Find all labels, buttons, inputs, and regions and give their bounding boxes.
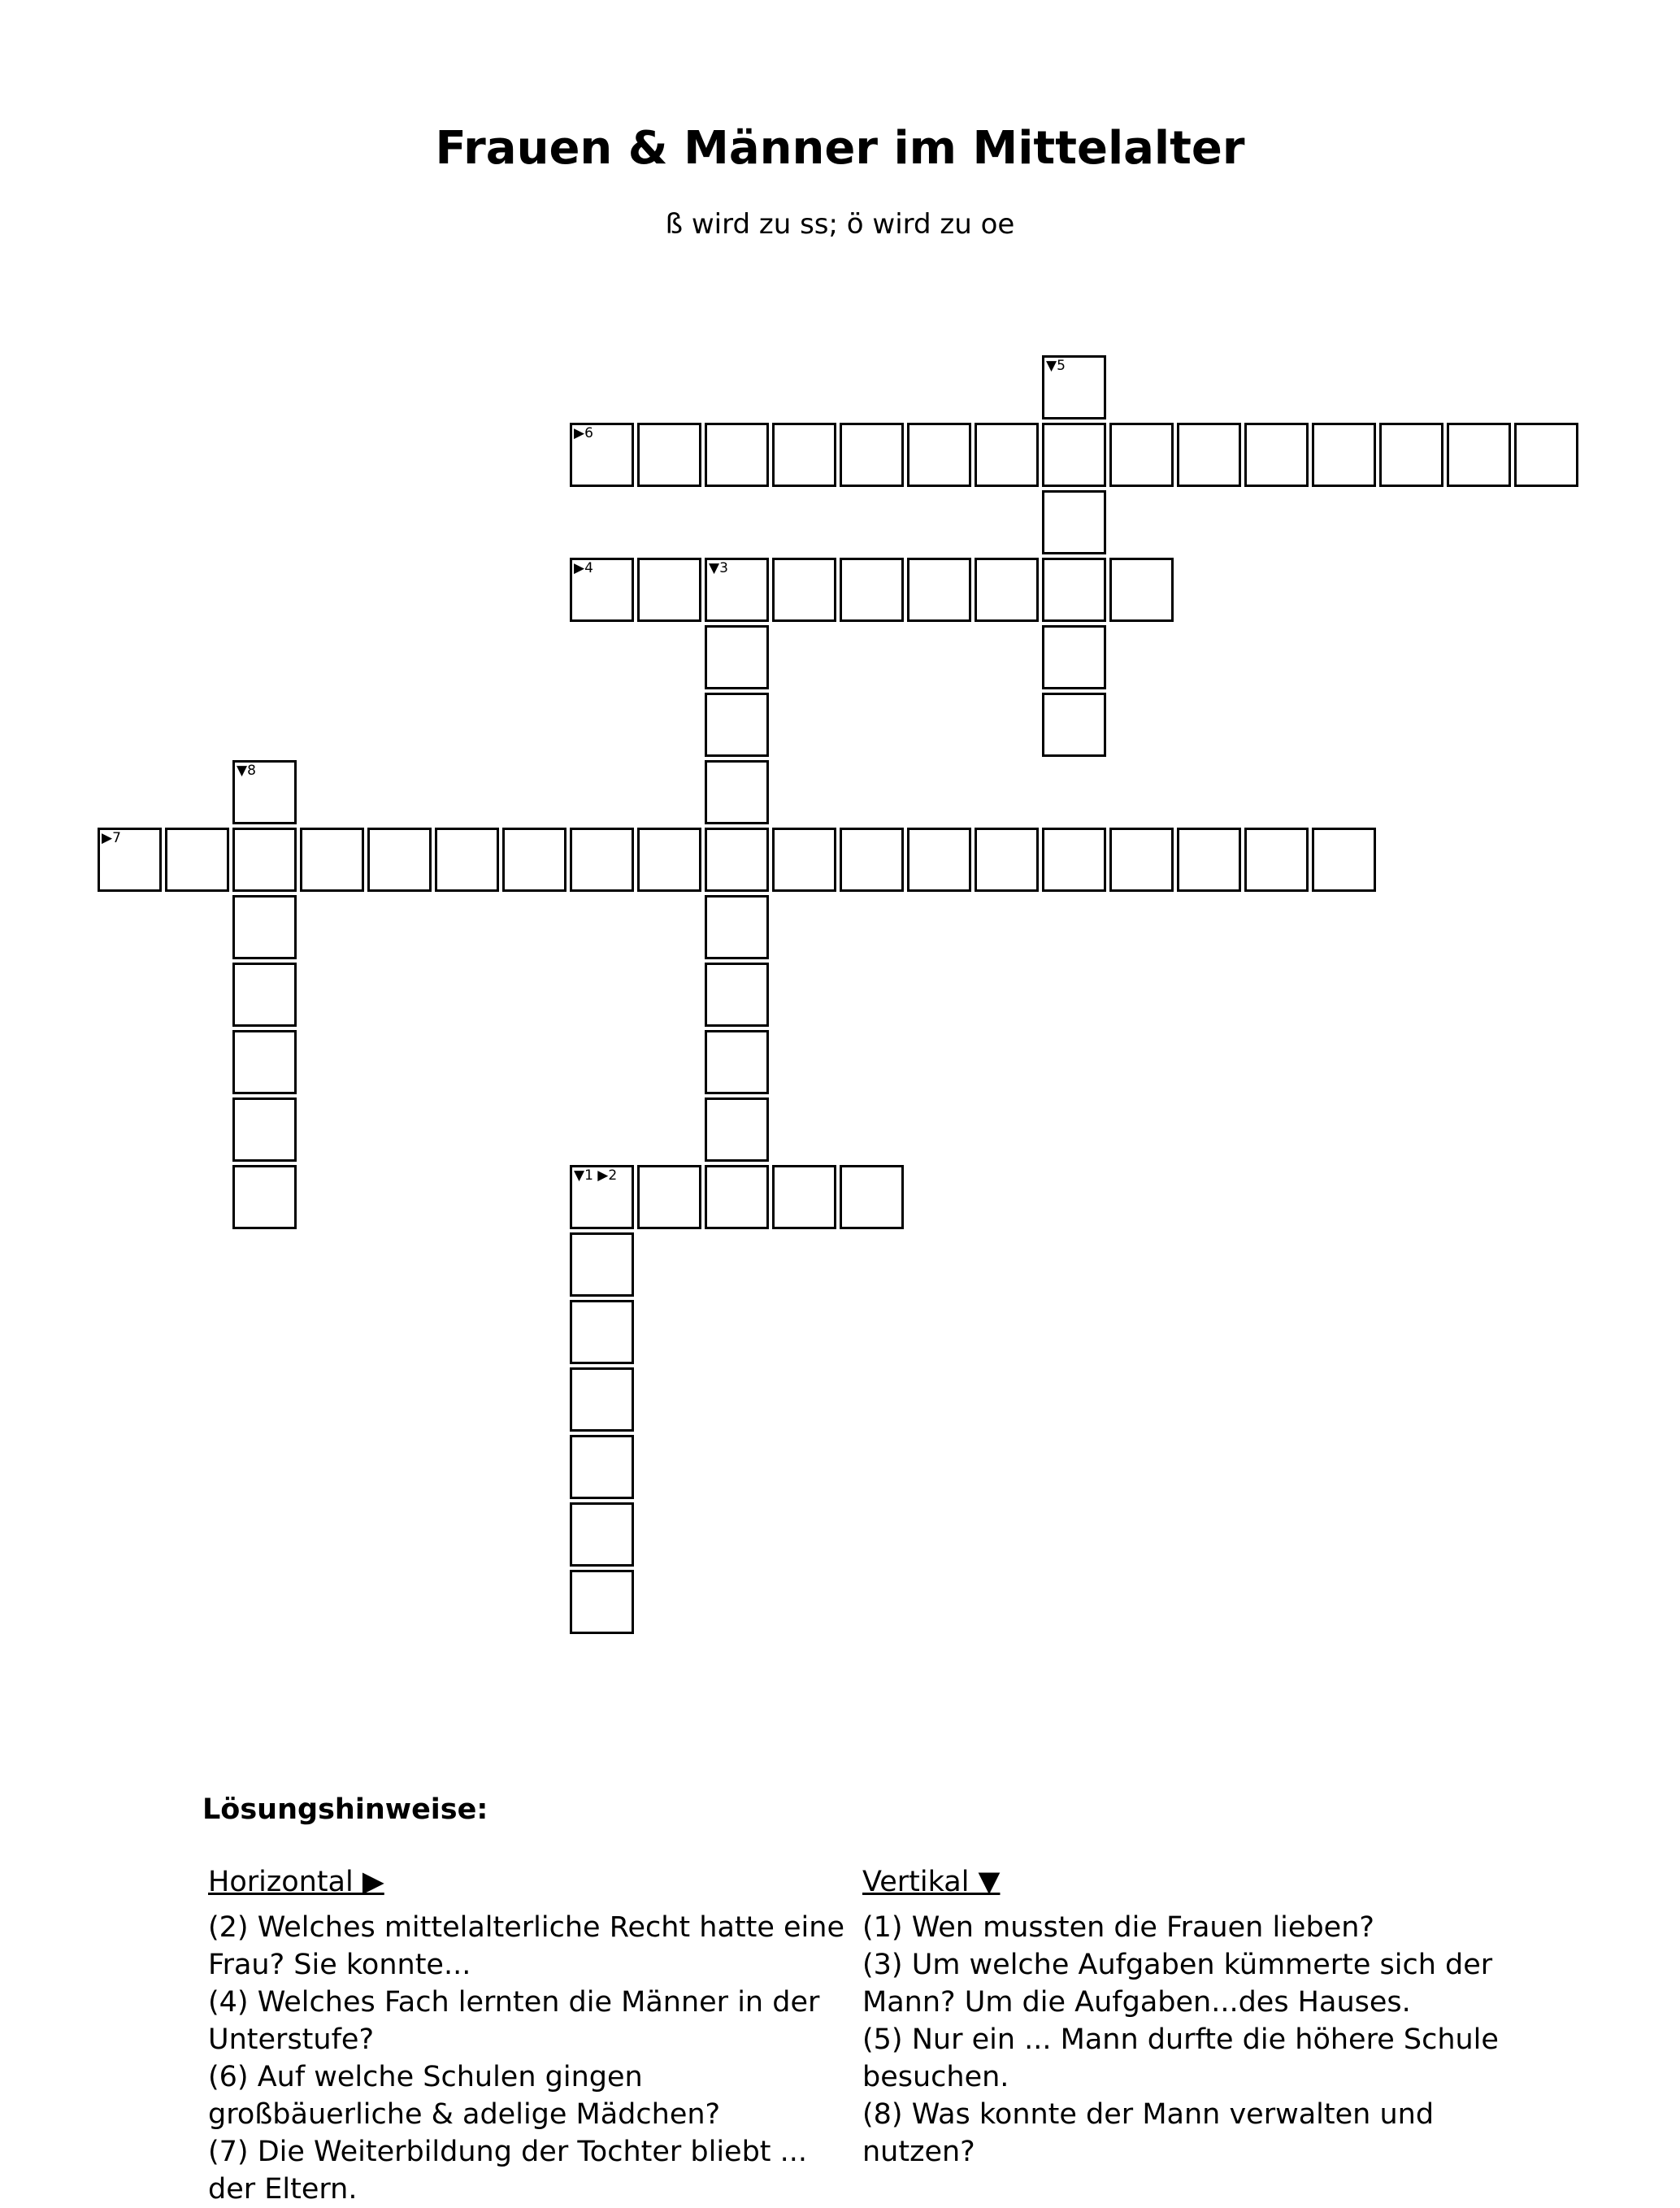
crossword-cell[interactable] bbox=[570, 558, 634, 622]
crossword-cell[interactable] bbox=[907, 828, 971, 892]
crossword-cell[interactable] bbox=[1514, 423, 1578, 487]
crossword-cell[interactable] bbox=[705, 423, 769, 487]
clue-horizontal-2: (2) Welches mittelalterliche Recht hatte eine Frau? Sie konnte... bbox=[208, 1911, 844, 1981]
crossword-cell[interactable] bbox=[1244, 423, 1309, 487]
clue-vertical-3: (3) Um welche Aufgaben kümmerte sich der Mann? Um die Aufgaben...des Hauses. bbox=[862, 1949, 1493, 2019]
crossword-cell[interactable] bbox=[705, 963, 769, 1027]
cell-number: ▶6 bbox=[574, 425, 593, 441]
crossword-cell[interactable] bbox=[570, 1502, 634, 1567]
crossword-cell[interactable] bbox=[705, 625, 769, 689]
crossword-cell[interactable] bbox=[570, 1300, 634, 1364]
crossword-cell[interactable] bbox=[570, 1570, 634, 1634]
crossword-cell[interactable] bbox=[1109, 828, 1174, 892]
crossword-cell[interactable] bbox=[1042, 355, 1106, 419]
crossword-cell[interactable] bbox=[1312, 828, 1376, 892]
clue-vertical-1: (1) Wen mussten die Frauen lieben? bbox=[862, 1911, 1374, 1944]
crossword-cell[interactable] bbox=[232, 895, 297, 959]
crossword-cell[interactable] bbox=[705, 828, 769, 892]
crossword-cell[interactable] bbox=[435, 828, 499, 892]
crossword-cell[interactable] bbox=[1379, 423, 1443, 487]
crossword-cell[interactable] bbox=[840, 558, 904, 622]
crossword-cell[interactable] bbox=[232, 828, 297, 892]
crossword-cell[interactable] bbox=[570, 828, 634, 892]
cell-number: ▶7 bbox=[102, 830, 121, 846]
crossword-cell[interactable] bbox=[705, 1165, 769, 1229]
horizontal-clues bbox=[208, 1863, 850, 2208]
crossword-cell[interactable] bbox=[637, 558, 701, 622]
crossword-cell[interactable] bbox=[98, 828, 162, 892]
crossword-cell[interactable] bbox=[1042, 693, 1106, 757]
crossword-cell[interactable] bbox=[705, 760, 769, 824]
crossword-cell[interactable] bbox=[772, 828, 836, 892]
crossword-cell[interactable] bbox=[907, 423, 971, 487]
clue-vertical-8: (8) Was konnte der Mann verwalten und nutzen? bbox=[862, 2098, 1435, 2168]
clue-vertical-5: (5) Nur ein ... Mann durfte die höhere Schule besuchen. bbox=[862, 2023, 1499, 2093]
crossword-cell[interactable] bbox=[840, 1165, 904, 1229]
crossword-cell[interactable] bbox=[840, 423, 904, 487]
crossword-cell[interactable] bbox=[232, 760, 297, 824]
vertical-clues bbox=[862, 1863, 1504, 2171]
crossword-cell[interactable] bbox=[1042, 490, 1106, 554]
crossword-cell[interactable] bbox=[907, 558, 971, 622]
clue-horizontal-6: (6) Auf welche Schulen gingen großbäuerliche & adelige Mädchen? bbox=[208, 2061, 721, 2131]
crossword-cell[interactable] bbox=[570, 1435, 634, 1499]
crossword-cell[interactable] bbox=[705, 1097, 769, 1162]
crossword-cell[interactable] bbox=[1042, 423, 1106, 487]
horizontal-heading: Horizontal ▶ bbox=[208, 1866, 384, 1898]
cell-number: ▼5 bbox=[1046, 358, 1066, 374]
crossword-cell[interactable] bbox=[637, 423, 701, 487]
crossword-cell[interactable] bbox=[232, 1030, 297, 1094]
crossword-cell[interactable] bbox=[637, 828, 701, 892]
cell-number: ▼3 bbox=[709, 560, 728, 576]
crossword-cell[interactable] bbox=[1177, 828, 1241, 892]
crossword-cell[interactable] bbox=[772, 558, 836, 622]
crossword-cell[interactable] bbox=[1109, 558, 1174, 622]
crossword-cell[interactable] bbox=[772, 1165, 836, 1229]
crossword-cell[interactable] bbox=[232, 1097, 297, 1162]
crossword-cell[interactable] bbox=[1244, 828, 1309, 892]
crossword-cell[interactable] bbox=[300, 828, 364, 892]
crossword-cell[interactable] bbox=[772, 423, 836, 487]
crossword-cell[interactable] bbox=[705, 895, 769, 959]
puzzle-subtitle: ß wird zu ss; ö wird zu oe bbox=[665, 208, 1015, 241]
puzzle-title: Frauen & Männer im Mittelalter bbox=[435, 122, 1245, 175]
hints-heading: Lösungshinweise: bbox=[202, 1793, 488, 1826]
cell-number: ▼1 ▶2 bbox=[574, 1167, 618, 1184]
crossword-cell[interactable] bbox=[570, 423, 634, 487]
crossword-cell[interactable] bbox=[232, 1165, 297, 1229]
crossword-cell[interactable] bbox=[1177, 423, 1241, 487]
crossword-cell[interactable] bbox=[975, 828, 1039, 892]
crossword-cell[interactable] bbox=[502, 828, 567, 892]
crossword-cell[interactable] bbox=[1109, 423, 1174, 487]
crossword-cell[interactable] bbox=[840, 828, 904, 892]
crossword-cell[interactable] bbox=[1312, 423, 1376, 487]
crossword-cell[interactable] bbox=[1042, 828, 1106, 892]
cell-number: ▼8 bbox=[237, 763, 256, 779]
crossword-cell[interactable] bbox=[1042, 558, 1106, 622]
crossword-cell[interactable] bbox=[1447, 423, 1511, 487]
cell-number: ▶4 bbox=[574, 560, 593, 576]
crossword-cell[interactable] bbox=[705, 693, 769, 757]
crossword-cell[interactable] bbox=[1042, 625, 1106, 689]
vertical-heading: Vertikal ▼ bbox=[862, 1866, 1001, 1898]
clue-horizontal-7: (7) Die Weiterbildung der Tochter bliebt ... der Eltern. bbox=[208, 2136, 808, 2206]
clue-horizontal-4: (4) Welches Fach lernten die Männer in der Unterstufe? bbox=[208, 1986, 820, 2056]
crossword-cell[interactable] bbox=[570, 1367, 634, 1432]
crossword-cell[interactable] bbox=[570, 1232, 634, 1297]
crossword-cell[interactable] bbox=[637, 1165, 701, 1229]
crossword-cell[interactable] bbox=[232, 963, 297, 1027]
crossword-cell[interactable] bbox=[367, 828, 432, 892]
crossword-cell[interactable] bbox=[570, 1165, 634, 1229]
crossword-cell[interactable] bbox=[705, 558, 769, 622]
crossword-cell[interactable] bbox=[165, 828, 229, 892]
crossword-cell[interactable] bbox=[975, 423, 1039, 487]
crossword-cell[interactable] bbox=[705, 1030, 769, 1094]
crossword-cell[interactable] bbox=[975, 558, 1039, 622]
